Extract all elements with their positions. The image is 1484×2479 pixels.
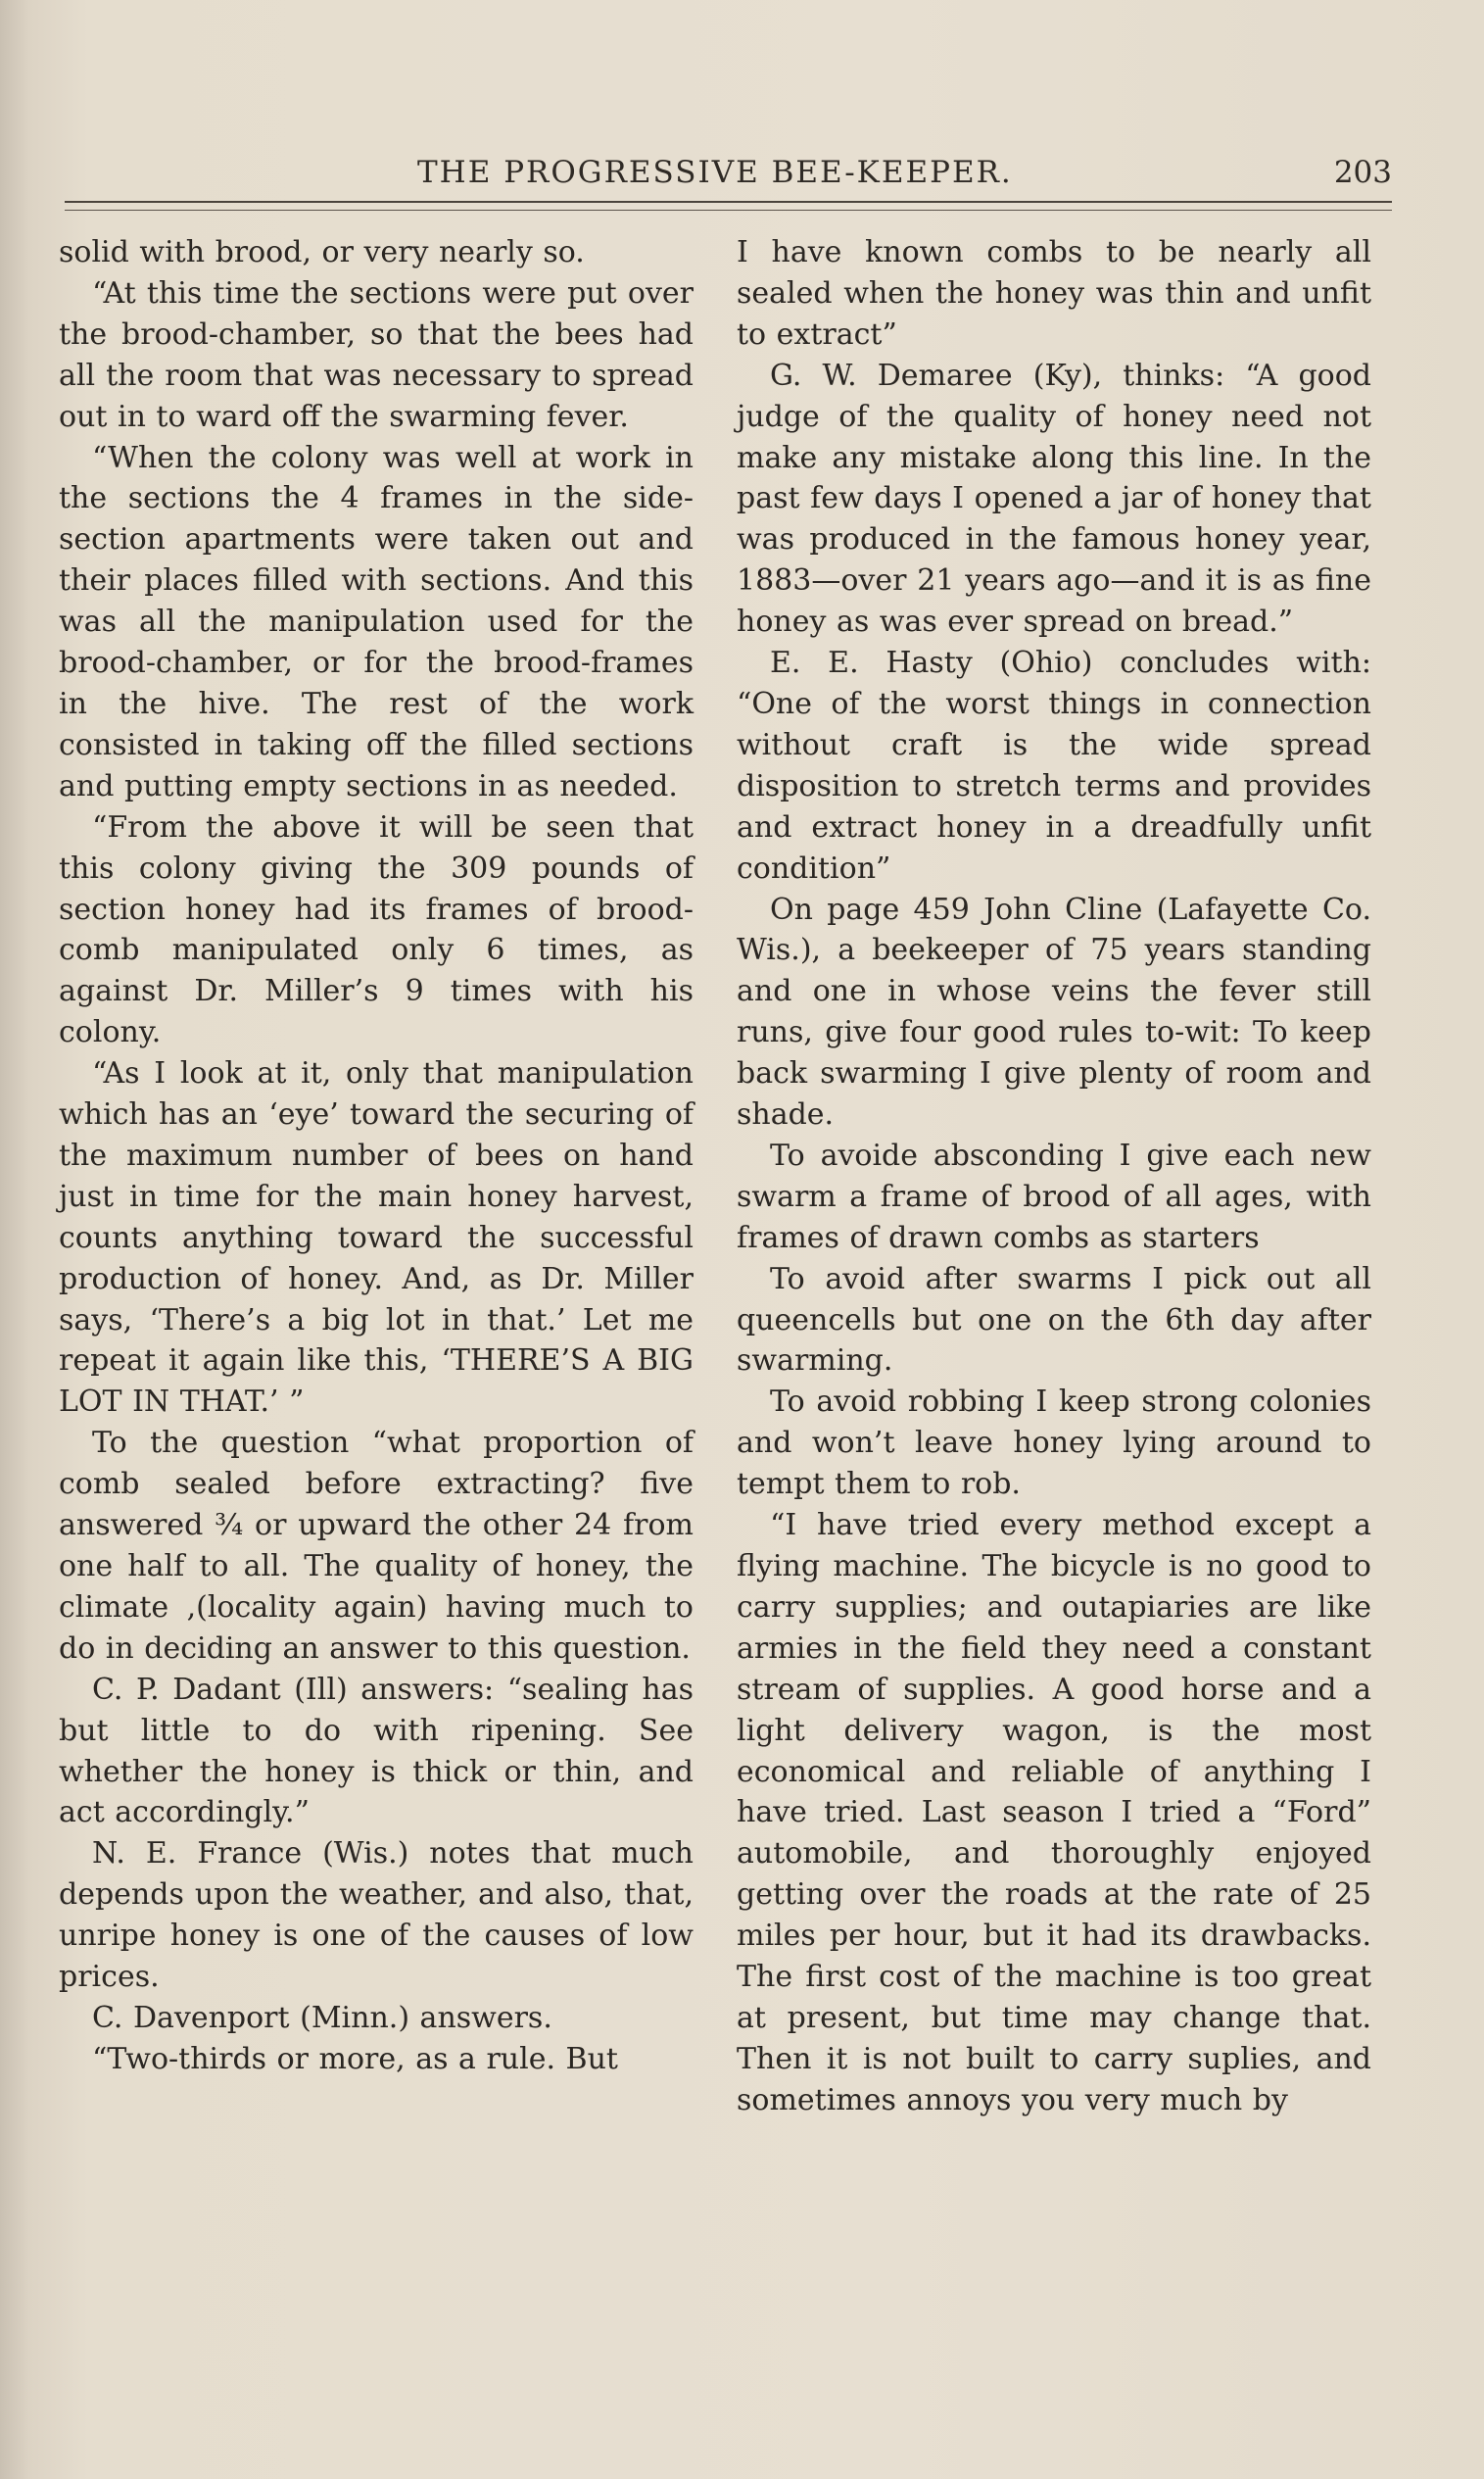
paragraph: I have known combs to be nearly all sealed when the honey was thin and unfit to extract” <box>737 235 1371 352</box>
paragraph: To avoide absconding I give each new swarm a frame of brood of all ages, with frames of drawn combs as starters <box>737 1138 1371 1255</box>
paragraph: C. P. Dadant (Ill) answers: “sealing has but little to do with ripening. See whether the honey is thick or thin, and act accordingly.” <box>59 1672 694 1830</box>
paragraph: “When the colony was well at work in the sections the 4 frames in the side-section apartments were taken out and their places filled with sections. And this was all the manipulation used for the brood-chamber, or for the brood-frames in the hive. The rest of the work consisted in taking off the filled sections and putting empty sections in as needed. <box>59 440 694 803</box>
running-head <box>65 155 1392 202</box>
paragraph: C. Davenport (Minn.) answers. <box>92 2000 552 2035</box>
paragraph: To avoid after swarms I pick out all queencells but one on the 6th day after swarming. <box>737 1261 1371 1379</box>
paragraph: “As I look at it, only that manipulation which has an ‘eye’ toward the securing of the maximum number of bees on hand just in time for the main honey harvest, counts anything toward the successful production of honey. And, as Dr. Miller says, ‘There’s a big lot in that.’ Let me repeat it again like this, ‘THERE’S A BIG LOT IN THAT.’ ” <box>59 1056 694 1420</box>
header-rule <box>65 201 1392 203</box>
paragraph: “From the above it will be seen that this colony giving the 309 pounds of section honey had its frames of brood-comb manipulated only 6 times, as against Dr. Miller’s 9 times with his colony. <box>59 809 694 1050</box>
paragraph: G. W. Demaree (Ky), thinks: “A good judge of the quality of honey need not make any mistake along this line. In the past few days I opened a jar of honey that was produced in the famous honey year, 1883—over 21 years ago—and it is as fine honey as was ever spread on bread.” <box>737 358 1371 640</box>
paragraph: N. E. France (Wis.) notes that much depends upon the weather, and also, that, unripe honey is one of the causes of low prices. <box>59 1836 694 1995</box>
right-column <box>737 232 1371 2121</box>
paragraph: solid with brood, or very nearly so. <box>59 235 585 269</box>
paragraph: To avoid robbing I keep strong colonies and won’t leave honey lying around to tempt them to rob. <box>737 1385 1371 1502</box>
paragraph: “At this time the sections were put over the brood-chamber, so that the bees had all the room that was necessary to spread out in to ward off the swarming fever. <box>59 275 694 434</box>
paragraph: E. E. Hasty (Ohio) concludes with: “One of the worst things in connection without craft is the wide spread disposition to stretch terms and provides and extract honey in a dreadfully unfit condition” <box>737 646 1371 886</box>
paragraph: “I have tried every method except a flying machine. The bicycle is no good to carry supplies; and outapiaries are like armies in the field they need a constant stream of supplies. A good horse and a light delivery wagon, is the most economical and reliable of anything I have tried. Last season I tried a “Ford” automobile, and thoroughly enjoyed getting over the roads at the rate of 25 miles per hour, but it had its drawbacks. The first cost of the machine is too great at present, but time may change that. Then it is not built to carry suplies, and sometimes annoys you very much by <box>737 1508 1371 2117</box>
page-number: 203 <box>1333 155 1392 190</box>
header-rule-thin <box>65 210 1392 211</box>
paragraph: On page 459 John Cline (Lafayette Co. Wis.), a beekeeper of 75 years standing and one in whose veins the fever still runs, give four good rules to-wit: To keep back swarming I give plenty of room and shade. <box>737 892 1371 1133</box>
left-column <box>59 232 694 2080</box>
journal-title: THE PROGRESSIVE BEE-KEEPER. <box>417 155 1013 190</box>
paragraph: “Two-thirds or more, as a rule. But <box>92 2041 618 2076</box>
paragraph: To the question “what proportion of comb sealed before extracting? five answered ¾ or upward the other 24 from one half to all. The quality of honey, the climate ,(locality again) having much to do in deciding an answer to this question. <box>59 1426 694 1666</box>
